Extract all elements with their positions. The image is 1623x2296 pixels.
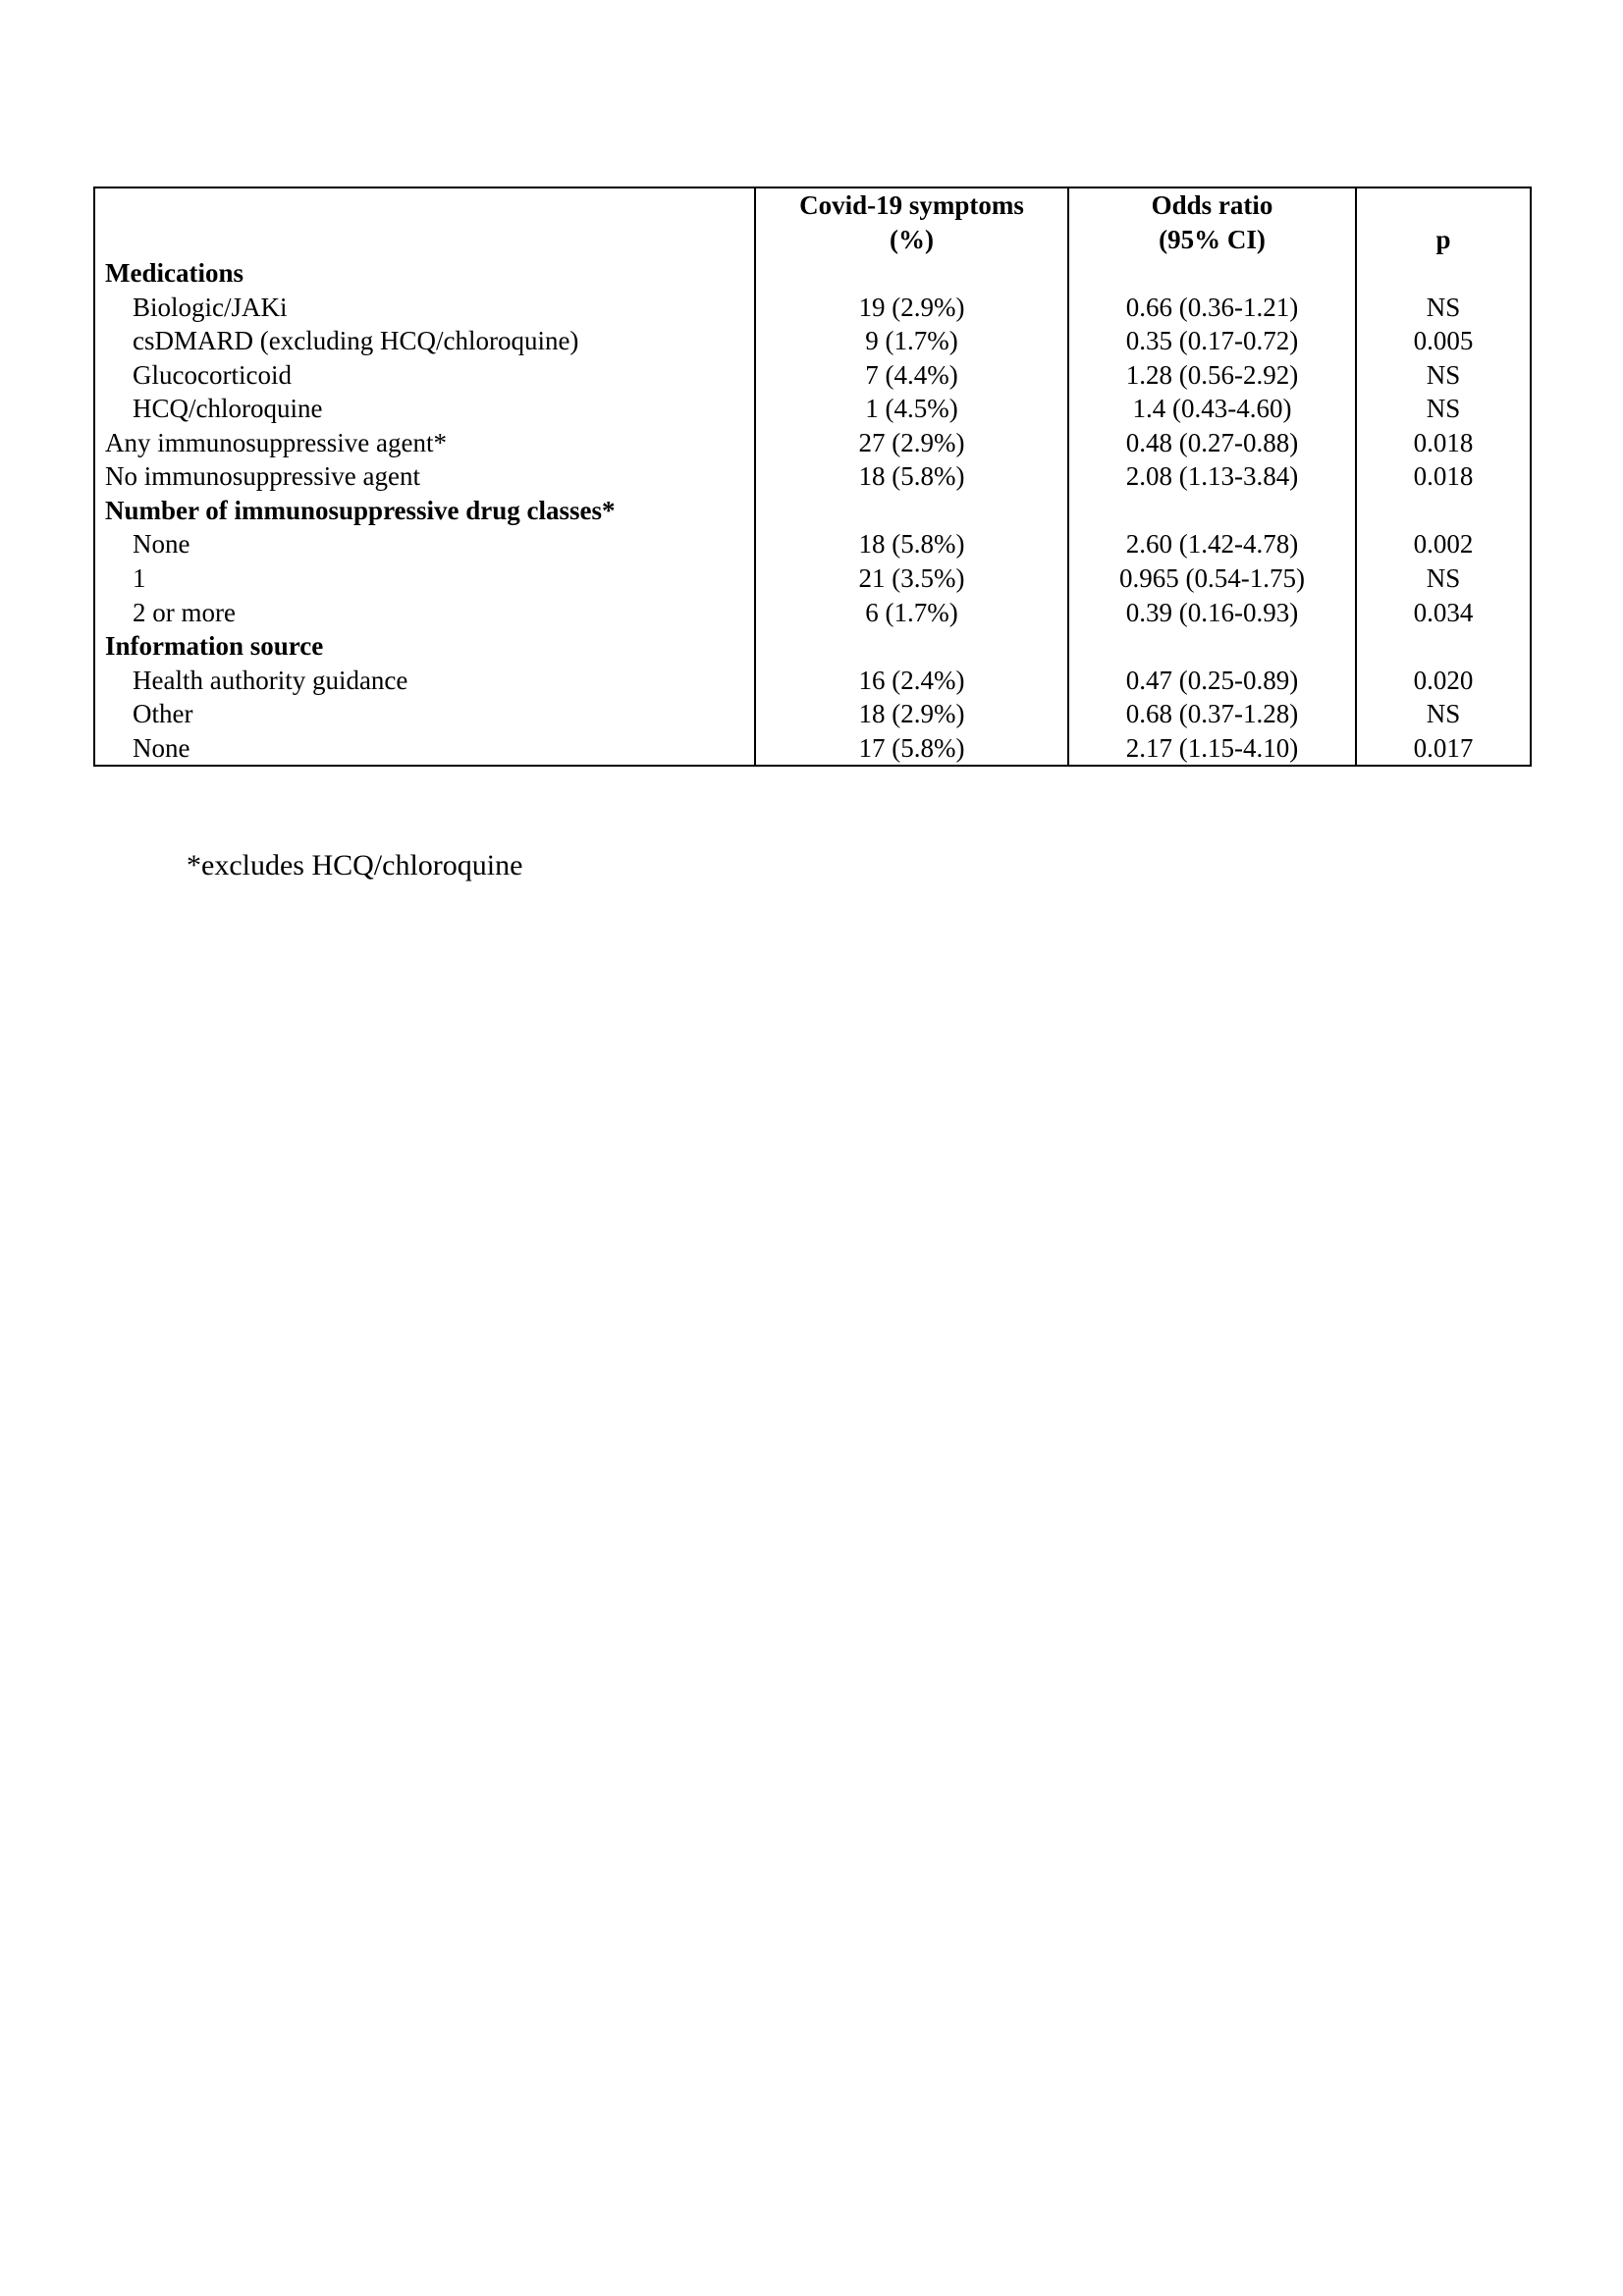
row-covid-symptoms-value: 6 (1.7%) (755, 596, 1068, 630)
row-p-value (1356, 256, 1531, 291)
row-label: Number of immunosuppressive drug classes* (105, 495, 616, 525)
row-p-value: 0.018 (1356, 426, 1531, 460)
row-p-value: 0.017 (1356, 731, 1531, 767)
row-p-value: NS (1356, 561, 1531, 596)
row-covid-symptoms-value: 18 (5.8%) (755, 459, 1068, 494)
table-row (94, 596, 1531, 630)
row-odds-ratio-value: 0.66 (0.36-1.21) (1068, 291, 1356, 325)
table-row (94, 697, 1531, 731)
row-p-value (1356, 494, 1531, 528)
row-p-value: NS (1356, 358, 1531, 393)
results-table-container (93, 187, 1530, 767)
row-odds-ratio-value: 0.39 (0.16-0.93) (1068, 596, 1356, 630)
header-cell-p-line1 (1356, 187, 1531, 223)
table-row (94, 291, 1531, 325)
row-label: 1 (133, 563, 146, 594)
header-cell-odds-line1: Odds ratio (1068, 187, 1356, 223)
table-row (94, 426, 1531, 460)
row-label: Health authority guidance (133, 665, 408, 695)
row-p-value: 0.034 (1356, 596, 1531, 630)
results-table (93, 187, 1532, 767)
row-label: Medications (105, 258, 243, 289)
row-odds-ratio-value (1068, 256, 1356, 291)
row-covid-symptoms-value (755, 494, 1068, 528)
row-label: None (133, 732, 190, 763)
row-label: None (133, 529, 190, 560)
table-row (94, 527, 1531, 561)
row-odds-ratio-value: 1.4 (0.43-4.60) (1068, 392, 1356, 426)
table-header-row-2 (94, 223, 1531, 257)
row-covid-symptoms-value: 21 (3.5%) (755, 561, 1068, 596)
row-label: Any immunosuppressive agent* (105, 427, 447, 457)
header-cell-p-line2: p (1356, 223, 1531, 257)
table-row (94, 358, 1531, 393)
row-p-value: 0.002 (1356, 527, 1531, 561)
table-row (94, 459, 1531, 494)
table-header (94, 187, 1531, 256)
table-row (94, 664, 1531, 698)
row-label: Biologic/JAKi (133, 292, 288, 322)
row-covid-symptoms-value: 18 (2.9%) (755, 697, 1068, 731)
row-odds-ratio-value: 1.28 (0.56-2.92) (1068, 358, 1356, 393)
row-p-value: NS (1356, 392, 1531, 426)
row-label: HCQ/chloroquine (133, 394, 323, 424)
table-row (94, 494, 1531, 528)
row-odds-ratio-value: 0.35 (0.17-0.72) (1068, 324, 1356, 358)
header-cell-symptoms-line1: Covid-19 symptoms (755, 187, 1068, 223)
row-p-value: 0.020 (1356, 664, 1531, 698)
row-covid-symptoms-value (755, 256, 1068, 291)
table-body (94, 256, 1531, 766)
row-covid-symptoms-value: 7 (4.4%) (755, 358, 1068, 393)
table-row (94, 324, 1531, 358)
row-covid-symptoms-value: 9 (1.7%) (755, 324, 1068, 358)
row-label: Information source (105, 631, 324, 662)
row-p-value: NS (1356, 291, 1531, 325)
row-label: No immunosuppressive agent (105, 461, 420, 492)
row-odds-ratio-value: 0.47 (0.25-0.89) (1068, 664, 1356, 698)
row-covid-symptoms-value: 18 (5.8%) (755, 527, 1068, 561)
row-odds-ratio-value (1068, 629, 1356, 664)
row-covid-symptoms-value: 1 (4.5%) (755, 392, 1068, 426)
row-p-value: NS (1356, 697, 1531, 731)
row-odds-ratio-value: 2.60 (1.42-4.78) (1068, 527, 1356, 561)
header-cell-symptoms-line2: (%) (755, 223, 1068, 257)
table-row (94, 561, 1531, 596)
row-covid-symptoms-value: 16 (2.4%) (755, 664, 1068, 698)
row-p-value (1356, 629, 1531, 664)
table-row (94, 629, 1531, 664)
header-cell-odds-line2: (95% CI) (1068, 223, 1356, 257)
row-odds-ratio-value: 0.48 (0.27-0.88) (1068, 426, 1356, 460)
row-covid-symptoms-value (755, 629, 1068, 664)
table-row (94, 256, 1531, 291)
row-p-value: 0.005 (1356, 324, 1531, 358)
row-label: 2 or more (133, 597, 236, 627)
header-cell-category-line1 (94, 187, 755, 223)
row-label: csDMARD (excluding HCQ/chloroquine) (133, 326, 579, 356)
table-footnote: *excludes HCQ/chloroquine (187, 849, 523, 881)
row-odds-ratio-value (1068, 494, 1356, 528)
row-p-value: 0.018 (1356, 459, 1531, 494)
row-odds-ratio-value: 0.965 (0.54-1.75) (1068, 561, 1356, 596)
row-covid-symptoms-value: 19 (2.9%) (755, 291, 1068, 325)
row-odds-ratio-value: 2.08 (1.13-3.84) (1068, 459, 1356, 494)
row-odds-ratio-value: 2.17 (1.15-4.10) (1068, 731, 1356, 767)
row-label: Glucocorticoid (133, 359, 292, 390)
row-odds-ratio-value: 0.68 (0.37-1.28) (1068, 697, 1356, 731)
row-covid-symptoms-value: 27 (2.9%) (755, 426, 1068, 460)
row-label: Other (133, 699, 193, 729)
row-covid-symptoms-value: 17 (5.8%) (755, 731, 1068, 767)
table-row (94, 392, 1531, 426)
table-row (94, 731, 1531, 767)
header-cell-category-line2 (94, 223, 755, 257)
table-header-row-1 (94, 187, 1531, 223)
